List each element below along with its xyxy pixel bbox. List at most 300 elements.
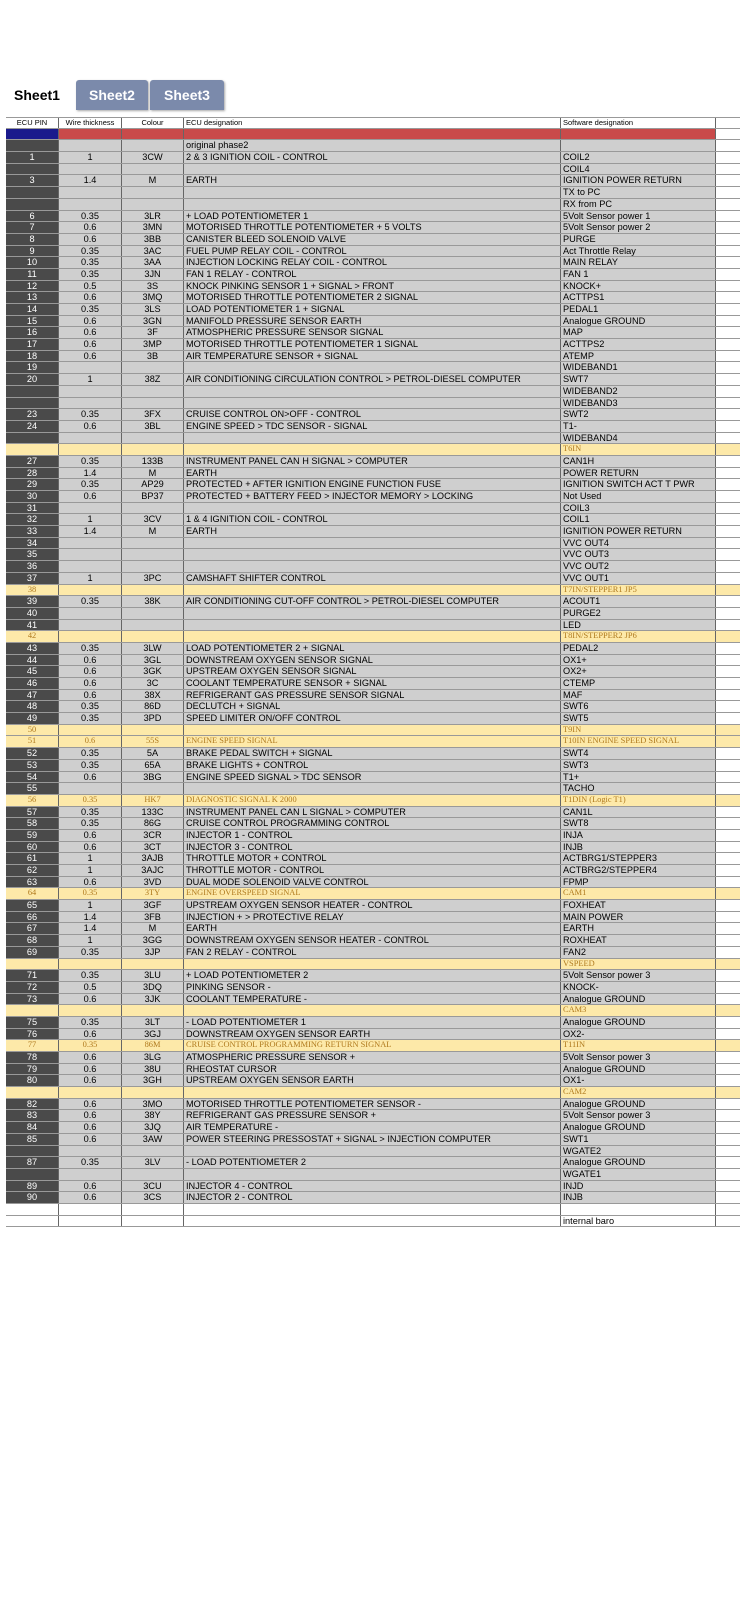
- extra-cell[interactable]: [716, 1192, 740, 1203]
- ecu-designation-cell[interactable]: INSTRUMENT PANEL CAN L SIGNAL > COMPUTER: [184, 807, 561, 818]
- pin-cell[interactable]: 30: [6, 491, 59, 502]
- software-designation-cell[interactable]: VVC OUT3: [561, 549, 716, 560]
- extra-cell[interactable]: [716, 140, 740, 151]
- colour-cell[interactable]: 5A: [122, 748, 184, 759]
- pin-cell[interactable]: 60: [6, 842, 59, 853]
- colour-cell[interactable]: 3PC: [122, 573, 184, 584]
- wire-cell[interactable]: 0.35: [59, 269, 122, 280]
- extra-cell[interactable]: [716, 760, 740, 771]
- extra-cell[interactable]: [716, 304, 740, 315]
- colour-cell[interactable]: HK7: [122, 795, 184, 806]
- ecu-designation-cell[interactable]: EARTH: [184, 175, 561, 186]
- extra-cell[interactable]: [716, 585, 740, 596]
- extra-cell[interactable]: [716, 900, 740, 911]
- software-designation-cell[interactable]: OX1+: [561, 655, 716, 666]
- software-designation-cell[interactable]: OX1-: [561, 1075, 716, 1086]
- extra-cell[interactable]: [716, 164, 740, 175]
- extra-cell[interactable]: [716, 257, 740, 268]
- software-designation-cell[interactable]: INJD: [561, 1181, 716, 1192]
- colour-cell[interactable]: 3JN: [122, 269, 184, 280]
- ecu-designation-cell[interactable]: CRUISE CONTROL PROGRAMMING CONTROL: [184, 818, 561, 829]
- ecu-designation-cell[interactable]: RHEOSTAT CURSOR: [184, 1064, 561, 1075]
- pin-cell[interactable]: 6: [6, 211, 59, 222]
- pin-cell[interactable]: 45: [6, 666, 59, 677]
- pin-cell[interactable]: 12: [6, 281, 59, 292]
- ecu-designation-cell[interactable]: [184, 199, 561, 210]
- wire-cell[interactable]: 0.35: [59, 701, 122, 712]
- software-designation-cell[interactable]: CTEMP: [561, 678, 716, 689]
- wire-cell[interactable]: [59, 398, 122, 409]
- ecu-designation-cell[interactable]: PROTECTED + AFTER IGNITION ENGINE FUNCTION FUSE: [184, 479, 561, 490]
- colour-cell[interactable]: AP29: [122, 479, 184, 490]
- extra-cell[interactable]: [716, 912, 740, 923]
- ecu-designation-cell[interactable]: DIAGNOSTIC SIGNAL K 2000: [184, 795, 561, 806]
- colour-cell[interactable]: 3BB: [122, 234, 184, 245]
- pin-cell[interactable]: [6, 140, 59, 151]
- extra-cell[interactable]: [716, 491, 740, 502]
- colour-cell[interactable]: 3GN: [122, 316, 184, 327]
- extra-cell[interactable]: [716, 339, 740, 350]
- colour-cell[interactable]: 3FB: [122, 912, 184, 923]
- software-designation-cell[interactable]: PEDAL2: [561, 643, 716, 654]
- colour-cell[interactable]: 3FX: [122, 409, 184, 420]
- extra-cell[interactable]: [716, 281, 740, 292]
- extra-cell[interactable]: [716, 1052, 740, 1063]
- software-designation-cell[interactable]: IGNITION POWER RETURN: [561, 526, 716, 537]
- colour-cell[interactable]: 3MO: [122, 1099, 184, 1110]
- ecu-designation-cell[interactable]: [184, 398, 561, 409]
- pin-cell[interactable]: 46: [6, 678, 59, 689]
- software-designation-cell[interactable]: Act Throttle Relay: [561, 246, 716, 257]
- ecu-designation-cell[interactable]: THROTTLE MOTOR + CONTROL: [184, 853, 561, 864]
- wire-cell[interactable]: 0.6: [59, 655, 122, 666]
- colour-cell[interactable]: 133B: [122, 456, 184, 467]
- software-designation-cell[interactable]: PEDAL1: [561, 304, 716, 315]
- pin-cell[interactable]: 56: [6, 795, 59, 806]
- wire-cell[interactable]: 0.6: [59, 690, 122, 701]
- pin-cell[interactable]: 89: [6, 1181, 59, 1192]
- extra-cell[interactable]: [716, 865, 740, 876]
- colour-cell[interactable]: [122, 433, 184, 444]
- pin-cell[interactable]: 84: [6, 1122, 59, 1133]
- colour-cell[interactable]: BP37: [122, 491, 184, 502]
- extra-cell[interactable]: [716, 1017, 740, 1028]
- ecu-designation-cell[interactable]: SPEED LIMITER ON/OFF CONTROL: [184, 713, 561, 724]
- ecu-designation-cell[interactable]: UPSTREAM OXYGEN SENSOR SIGNAL: [184, 666, 561, 677]
- software-designation-cell[interactable]: INJB: [561, 842, 716, 853]
- extra-cell[interactable]: [716, 923, 740, 934]
- extra-cell[interactable]: [716, 211, 740, 222]
- software-designation-cell[interactable]: Analogue GROUND: [561, 1099, 716, 1110]
- ecu-designation-cell[interactable]: [184, 362, 561, 373]
- pin-cell[interactable]: 44: [6, 655, 59, 666]
- colour-cell[interactable]: [122, 1216, 184, 1227]
- colour-cell[interactable]: 3LG: [122, 1052, 184, 1063]
- extra-cell[interactable]: [716, 1204, 740, 1215]
- wire-cell[interactable]: 0.35: [59, 748, 122, 759]
- pin-cell[interactable]: 64: [6, 888, 59, 899]
- wire-cell[interactable]: 0.6: [59, 1192, 122, 1203]
- extra-cell[interactable]: [716, 830, 740, 841]
- wire-cell[interactable]: 0.6: [59, 994, 122, 1005]
- wire-cell[interactable]: 0.6: [59, 1110, 122, 1121]
- wire-cell[interactable]: 0.35: [59, 479, 122, 490]
- wire-cell[interactable]: 1.4: [59, 175, 122, 186]
- extra-cell[interactable]: [716, 1075, 740, 1086]
- ecu-designation-cell[interactable]: [184, 549, 561, 560]
- extra-cell[interactable]: [716, 666, 740, 677]
- software-designation-cell[interactable]: CAN1H: [561, 456, 716, 467]
- header-software-designation[interactable]: Software designation: [561, 118, 716, 128]
- extra-cell[interactable]: [716, 725, 740, 736]
- pin-cell[interactable]: 38: [6, 585, 59, 596]
- software-designation-cell[interactable]: TX to PC: [561, 187, 716, 198]
- wire-cell[interactable]: [59, 620, 122, 631]
- colour-cell[interactable]: [122, 1169, 184, 1180]
- colour-cell[interactable]: [122, 783, 184, 794]
- ecu-designation-cell[interactable]: PROTECTED + BATTERY FEED > INJECTOR MEMORY > LOCKING: [184, 491, 561, 502]
- pin-cell[interactable]: 7: [6, 222, 59, 233]
- colour-cell[interactable]: 86G: [122, 818, 184, 829]
- software-designation-cell[interactable]: VSPEED: [561, 959, 716, 970]
- software-designation-cell[interactable]: SWT7: [561, 374, 716, 385]
- ecu-designation-cell[interactable]: original phase2: [184, 140, 561, 151]
- wire-cell[interactable]: 0.5: [59, 982, 122, 993]
- colour-cell[interactable]: 3GJ: [122, 1029, 184, 1040]
- pin-cell[interactable]: 31: [6, 503, 59, 514]
- pin-cell[interactable]: 62: [6, 865, 59, 876]
- extra-cell[interactable]: [716, 374, 740, 385]
- software-designation-cell[interactable]: MAP: [561, 327, 716, 338]
- extra-cell[interactable]: [716, 292, 740, 303]
- colour-cell[interactable]: [122, 725, 184, 736]
- pin-cell[interactable]: 67: [6, 923, 59, 934]
- wire-cell[interactable]: [59, 362, 122, 373]
- wire-cell[interactable]: 0.6: [59, 351, 122, 362]
- extra-cell[interactable]: [716, 818, 740, 829]
- extra-cell[interactable]: [716, 690, 740, 701]
- tab-sheet2[interactable]: Sheet2: [76, 80, 148, 110]
- ecu-designation-cell[interactable]: INJECTOR 3 - CONTROL: [184, 842, 561, 853]
- extra-cell[interactable]: [716, 807, 740, 818]
- software-designation-cell[interactable]: FPMP: [561, 877, 716, 888]
- colour-cell[interactable]: 38Y: [122, 1110, 184, 1121]
- colour-cell[interactable]: 3CS: [122, 1192, 184, 1203]
- wire-cell[interactable]: 0.6: [59, 678, 122, 689]
- pin-cell[interactable]: 69: [6, 947, 59, 958]
- pin-cell[interactable]: 23: [6, 409, 59, 420]
- pin-cell[interactable]: 42: [6, 631, 59, 642]
- wire-cell[interactable]: 0.35: [59, 1017, 122, 1028]
- wire-cell[interactable]: 0.6: [59, 736, 122, 747]
- extra-cell[interactable]: [716, 222, 740, 233]
- extra-cell[interactable]: [716, 1110, 740, 1121]
- colour-cell[interactable]: 3LW: [122, 643, 184, 654]
- colour-cell[interactable]: 3MP: [122, 339, 184, 350]
- ecu-designation-cell[interactable]: DUAL MODE SOLENOID VALVE CONTROL: [184, 877, 561, 888]
- wire-cell[interactable]: 0.35: [59, 970, 122, 981]
- ecu-designation-cell[interactable]: [184, 608, 561, 619]
- wire-cell[interactable]: 0.35: [59, 456, 122, 467]
- pin-cell[interactable]: 17: [6, 339, 59, 350]
- colour-cell[interactable]: 86D: [122, 701, 184, 712]
- colour-cell[interactable]: 3LR: [122, 211, 184, 222]
- pin-cell[interactable]: 71: [6, 970, 59, 981]
- ecu-designation-cell[interactable]: ENGINE SPEED SIGNAL > TDC SENSOR: [184, 772, 561, 783]
- pin-cell[interactable]: 58: [6, 818, 59, 829]
- ecu-designation-cell[interactable]: [184, 1204, 561, 1215]
- colour-cell[interactable]: 3VD: [122, 877, 184, 888]
- software-designation-cell[interactable]: MAIN RELAY: [561, 257, 716, 268]
- colour-cell[interactable]: [122, 1005, 184, 1016]
- pin-cell[interactable]: 90: [6, 1192, 59, 1203]
- colour-cell[interactable]: M: [122, 923, 184, 934]
- tab-sheet1[interactable]: Sheet1: [0, 80, 74, 110]
- pin-cell[interactable]: 1: [6, 152, 59, 163]
- extra-cell[interactable]: [716, 1005, 740, 1016]
- software-designation-cell[interactable]: CAM1: [561, 888, 716, 899]
- extra-cell[interactable]: [716, 1134, 740, 1145]
- extra-cell[interactable]: [716, 246, 740, 257]
- ecu-designation-cell[interactable]: ATMOSPHERIC PRESSURE SENSOR SIGNAL: [184, 327, 561, 338]
- pin-cell[interactable]: 49: [6, 713, 59, 724]
- software-designation-cell[interactable]: ACTBRG1/STEPPER3: [561, 853, 716, 864]
- wire-cell[interactable]: 1: [59, 573, 122, 584]
- software-designation-cell[interactable]: SWT8: [561, 818, 716, 829]
- wire-cell[interactable]: [59, 1005, 122, 1016]
- ecu-designation-cell[interactable]: INSTRUMENT PANEL CAN H SIGNAL > COMPUTER: [184, 456, 561, 467]
- software-designation-cell[interactable]: TACHO: [561, 783, 716, 794]
- ecu-designation-cell[interactable]: [184, 1146, 561, 1157]
- software-designation-cell[interactable]: WIDEBAND3: [561, 398, 716, 409]
- colour-cell[interactable]: 3CV: [122, 514, 184, 525]
- extra-cell[interactable]: [716, 187, 740, 198]
- ecu-designation-cell[interactable]: - LOAD POTENTIOMETER 1: [184, 1017, 561, 1028]
- ecu-designation-cell[interactable]: [184, 187, 561, 198]
- pin-cell[interactable]: 65: [6, 900, 59, 911]
- wire-cell[interactable]: 1: [59, 935, 122, 946]
- ecu-designation-cell[interactable]: - LOAD POTENTIOMETER 2: [184, 1157, 561, 1168]
- pin-cell[interactable]: 8: [6, 234, 59, 245]
- software-designation-cell[interactable]: OX2-: [561, 1029, 716, 1040]
- software-designation-cell[interactable]: LED: [561, 620, 716, 631]
- pin-cell[interactable]: [6, 398, 59, 409]
- pin-cell[interactable]: 82: [6, 1099, 59, 1110]
- colour-cell[interactable]: 3MQ: [122, 292, 184, 303]
- colour-cell[interactable]: 3BG: [122, 772, 184, 783]
- wire-cell[interactable]: 0.6: [59, 666, 122, 677]
- colour-cell[interactable]: 3JK: [122, 994, 184, 1005]
- extra-cell[interactable]: [716, 643, 740, 654]
- extra-cell[interactable]: [716, 175, 740, 186]
- software-designation-cell[interactable]: MAF: [561, 690, 716, 701]
- wire-cell[interactable]: [59, 561, 122, 572]
- colour-cell[interactable]: [122, 959, 184, 970]
- software-designation-cell[interactable]: WIDEBAND1: [561, 362, 716, 373]
- pin-cell[interactable]: [6, 129, 59, 140]
- pin-cell[interactable]: 13: [6, 292, 59, 303]
- extra-cell[interactable]: [716, 772, 740, 783]
- ecu-designation-cell[interactable]: INJECTOR 1 - CONTROL: [184, 830, 561, 841]
- ecu-designation-cell[interactable]: 1 & 4 IGNITION COIL - CONTROL: [184, 514, 561, 525]
- wire-cell[interactable]: 0.35: [59, 304, 122, 315]
- software-designation-cell[interactable]: 5Volt Sensor power 1: [561, 211, 716, 222]
- header-ecu-designation[interactable]: ECU designation: [184, 118, 561, 128]
- ecu-designation-cell[interactable]: CRUISE CONTROL PROGRAMMING RETURN SIGNAL: [184, 1040, 561, 1051]
- ecu-designation-cell[interactable]: UPSTREAM OXYGEN SENSOR EARTH: [184, 1075, 561, 1086]
- pin-cell[interactable]: [6, 386, 59, 397]
- pin-cell[interactable]: 59: [6, 830, 59, 841]
- software-designation-cell[interactable]: PURGE2: [561, 608, 716, 619]
- ecu-designation-cell[interactable]: MOTORISED THROTTLE POTENTIOMETER SENSOR -: [184, 1099, 561, 1110]
- software-designation-cell[interactable]: VVC OUT1: [561, 573, 716, 584]
- colour-cell[interactable]: 55S: [122, 736, 184, 747]
- pin-cell[interactable]: 50: [6, 725, 59, 736]
- colour-cell[interactable]: [122, 608, 184, 619]
- pin-cell[interactable]: 15: [6, 316, 59, 327]
- wire-cell[interactable]: 0.6: [59, 222, 122, 233]
- colour-cell[interactable]: 3CW: [122, 152, 184, 163]
- ecu-designation-cell[interactable]: FAN 1 RELAY - CONTROL: [184, 269, 561, 280]
- colour-cell[interactable]: M: [122, 468, 184, 479]
- ecu-designation-cell[interactable]: CANISTER BLEED SOLENOID VALVE: [184, 234, 561, 245]
- ecu-designation-cell[interactable]: INJECTOR 2 - CONTROL: [184, 1192, 561, 1203]
- wire-cell[interactable]: 0.6: [59, 292, 122, 303]
- extra-cell[interactable]: [716, 199, 740, 210]
- wire-cell[interactable]: 0.6: [59, 772, 122, 783]
- software-designation-cell[interactable]: 5Volt Sensor power 3: [561, 1052, 716, 1063]
- colour-cell[interactable]: 3F: [122, 327, 184, 338]
- software-designation-cell[interactable]: SWT3: [561, 760, 716, 771]
- pin-cell[interactable]: [6, 1204, 59, 1215]
- software-designation-cell[interactable]: INJB: [561, 1192, 716, 1203]
- extra-cell[interactable]: [716, 1181, 740, 1192]
- extra-cell[interactable]: [716, 947, 740, 958]
- extra-cell[interactable]: [716, 959, 740, 970]
- software-designation-cell[interactable]: OX2+: [561, 666, 716, 677]
- extra-cell[interactable]: [716, 1040, 740, 1051]
- colour-cell[interactable]: [122, 129, 184, 140]
- colour-cell[interactable]: 3LS: [122, 304, 184, 315]
- pin-cell[interactable]: [6, 444, 59, 455]
- pin-cell[interactable]: [6, 1216, 59, 1227]
- wire-cell[interactable]: 0.6: [59, 1099, 122, 1110]
- ecu-designation-cell[interactable]: AIR CONDITIONING CIRCULATION CONTROL > PETROL-DIESEL COMPUTER: [184, 374, 561, 385]
- wire-cell[interactable]: 0.6: [59, 1075, 122, 1086]
- extra-cell[interactable]: [716, 1146, 740, 1157]
- software-designation-cell[interactable]: ACTTPS2: [561, 339, 716, 350]
- wire-cell[interactable]: [59, 608, 122, 619]
- ecu-designation-cell[interactable]: AIR TEMPERATURE SENSOR + SIGNAL: [184, 351, 561, 362]
- software-designation-cell[interactable]: FOXHEAT: [561, 900, 716, 911]
- colour-cell[interactable]: 3LT: [122, 1017, 184, 1028]
- software-designation-cell[interactable]: T6IN: [561, 444, 716, 455]
- pin-cell[interactable]: 32: [6, 514, 59, 525]
- ecu-designation-cell[interactable]: [184, 585, 561, 596]
- pin-cell[interactable]: 66: [6, 912, 59, 923]
- extra-cell[interactable]: [716, 608, 740, 619]
- software-designation-cell[interactable]: T10IN ENGINE SPEED SIGNAL: [561, 736, 716, 747]
- extra-cell[interactable]: [716, 877, 740, 888]
- pin-cell[interactable]: 41: [6, 620, 59, 631]
- colour-cell[interactable]: [122, 140, 184, 151]
- software-designation-cell[interactable]: COIL4: [561, 164, 716, 175]
- software-designation-cell[interactable]: WIDEBAND2: [561, 386, 716, 397]
- software-designation-cell[interactable]: CAN1L: [561, 807, 716, 818]
- extra-cell[interactable]: [716, 853, 740, 864]
- colour-cell[interactable]: 38X: [122, 690, 184, 701]
- extra-cell[interactable]: [716, 795, 740, 806]
- colour-cell[interactable]: 3CT: [122, 842, 184, 853]
- wire-cell[interactable]: 1.4: [59, 468, 122, 479]
- software-designation-cell[interactable]: Analogue GROUND: [561, 1017, 716, 1028]
- wire-cell[interactable]: [59, 199, 122, 210]
- pin-cell[interactable]: 33: [6, 526, 59, 537]
- software-designation-cell[interactable]: 5Volt Sensor power 3: [561, 1110, 716, 1121]
- extra-cell[interactable]: [716, 982, 740, 993]
- software-designation-cell[interactable]: WIDEBAND4: [561, 433, 716, 444]
- wire-cell[interactable]: 0.35: [59, 795, 122, 806]
- ecu-designation-cell[interactable]: MOTORISED THROTTLE POTENTIOMETER 1 SIGNAL: [184, 339, 561, 350]
- colour-cell[interactable]: 3AJC: [122, 865, 184, 876]
- pin-cell[interactable]: 85: [6, 1134, 59, 1145]
- software-designation-cell[interactable]: WGATE1: [561, 1169, 716, 1180]
- software-designation-cell[interactable]: FAN2: [561, 947, 716, 958]
- software-designation-cell[interactable]: T1-: [561, 421, 716, 432]
- software-designation-cell[interactable]: ACTBRG2/STEPPER4: [561, 865, 716, 876]
- ecu-designation-cell[interactable]: ENGINE SPEED SIGNAL: [184, 736, 561, 747]
- colour-cell[interactable]: 38K: [122, 596, 184, 607]
- extra-cell[interactable]: [716, 129, 740, 140]
- ecu-designation-cell[interactable]: + LOAD POTENTIOMETER 2: [184, 970, 561, 981]
- colour-cell[interactable]: 3LV: [122, 1157, 184, 1168]
- wire-cell[interactable]: 0.6: [59, 421, 122, 432]
- colour-cell[interactable]: M: [122, 175, 184, 186]
- extra-cell[interactable]: [716, 409, 740, 420]
- wire-cell[interactable]: [59, 1216, 122, 1227]
- pin-cell[interactable]: 55: [6, 783, 59, 794]
- ecu-designation-cell[interactable]: [184, 631, 561, 642]
- ecu-designation-cell[interactable]: AIR CONDITIONING CUT-OFF CONTROL > PETROL-DIESEL COMPUTER: [184, 596, 561, 607]
- wire-cell[interactable]: 0.35: [59, 713, 122, 724]
- pin-cell[interactable]: 39: [6, 596, 59, 607]
- colour-cell[interactable]: 3GL: [122, 655, 184, 666]
- ecu-designation-cell[interactable]: + LOAD POTENTIOMETER 1: [184, 211, 561, 222]
- colour-cell[interactable]: 38Z: [122, 374, 184, 385]
- ecu-designation-cell[interactable]: [184, 1216, 561, 1227]
- colour-cell[interactable]: [122, 386, 184, 397]
- pin-cell[interactable]: 76: [6, 1029, 59, 1040]
- pin-cell[interactable]: 57: [6, 807, 59, 818]
- wire-cell[interactable]: 0.35: [59, 1040, 122, 1051]
- pin-cell[interactable]: 43: [6, 643, 59, 654]
- wire-cell[interactable]: 0.6: [59, 1134, 122, 1145]
- ecu-designation-cell[interactable]: UPSTREAM OXYGEN SENSOR HEATER - CONTROL: [184, 900, 561, 911]
- pin-cell[interactable]: 51: [6, 736, 59, 747]
- pin-cell[interactable]: 77: [6, 1040, 59, 1051]
- pin-cell[interactable]: 11: [6, 269, 59, 280]
- colour-cell[interactable]: [122, 398, 184, 409]
- colour-cell[interactable]: 3DQ: [122, 982, 184, 993]
- software-designation-cell[interactable]: Analogue GROUND: [561, 1064, 716, 1075]
- extra-cell[interactable]: [716, 1169, 740, 1180]
- ecu-designation-cell[interactable]: [184, 561, 561, 572]
- header-extra[interactable]: [716, 118, 740, 128]
- software-designation-cell[interactable]: SWT5: [561, 713, 716, 724]
- colour-cell[interactable]: [122, 631, 184, 642]
- ecu-designation-cell[interactable]: DECLUTCH + SIGNAL: [184, 701, 561, 712]
- software-designation-cell[interactable]: IGNITION SWITCH ACT T PWR: [561, 479, 716, 490]
